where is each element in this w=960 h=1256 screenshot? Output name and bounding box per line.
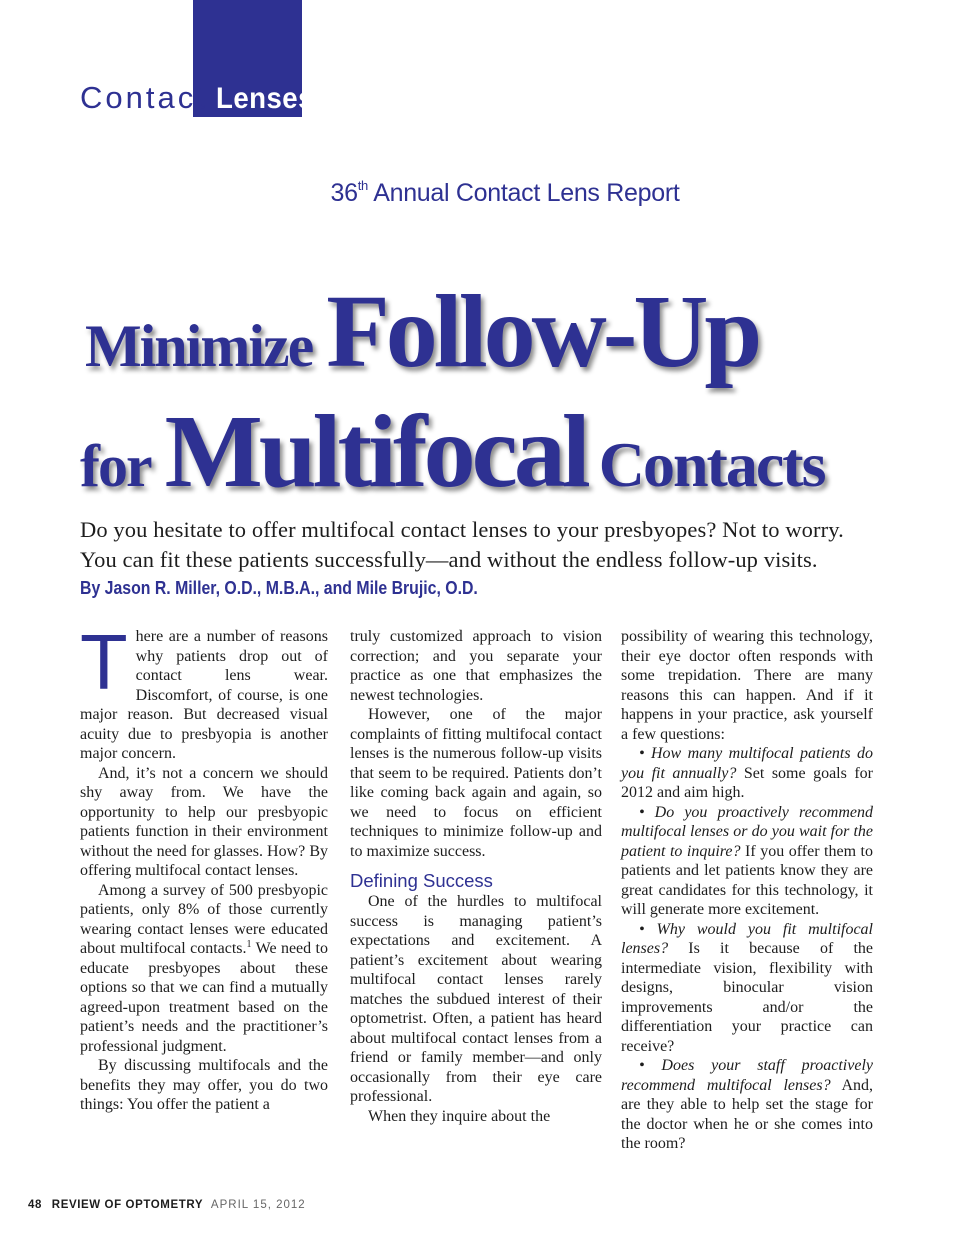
bullet-answer: And, are they able to help set the stage for the doctor when he or she comes into the room? bbox=[621, 1076, 873, 1152]
page-footer bbox=[28, 1199, 306, 1211]
bullet-item bbox=[621, 920, 873, 1057]
deck bbox=[80, 515, 940, 575]
bullet-item bbox=[621, 803, 873, 920]
paragraph-text: Among a survey of 500 presbyopic patients, only 8% of those currently wearing contact lenses were educated about multifocal contacts. bbox=[80, 881, 328, 957]
deck-line-1: Do you hesitate to offer multifocal contact lenses to your presbyopes? Not to worry. bbox=[80, 517, 844, 542]
bullet-question: • Do you proactively recommend multifocal lenses or do you wait for the patient to inquire? bbox=[621, 803, 873, 860]
article-column-3 bbox=[621, 627, 873, 1154]
paragraph-text: We need to educate presbyopes about these options so that we can find a mutually agreed-upon treatment based on the patient’s needs and the practitioner’s professional judgment. bbox=[80, 940, 329, 1055]
bullet-question: • How many multifocal patients do you fit annually? bbox=[621, 745, 873, 782]
article-column-2 bbox=[350, 627, 602, 1126]
paragraph: And, it’s not a concern we should shy away from. We have the opportunity to help our presbyopic patients function in their environment without the need for glasses. How? By offering multifocal contact lenses. bbox=[80, 764, 328, 879]
section-label-word1: Contact bbox=[80, 80, 208, 115]
headline-line-2 bbox=[80, 394, 825, 509]
article-column-1 bbox=[80, 618, 329, 1115]
paragraph: possibility of wearing this technology, their eye doctor often responds with some trepidation. There are many reasons this can happen. And if it happens in your practice, ask yourself a few questions: bbox=[621, 628, 873, 743]
report-title-text: Annual Contact Lens Report bbox=[367, 179, 680, 207]
issue-date: APRIL 15, 2012 bbox=[210, 1199, 306, 1211]
headline-word-minimize: Minimize bbox=[85, 313, 313, 379]
page-number: 48 bbox=[28, 1199, 42, 1211]
drop-cap: T bbox=[80, 618, 128, 706]
subhead: Defining Success bbox=[350, 870, 493, 891]
paragraph: However, one of the major complaints of fitting multifocal contact lenses is the numerous follow-up visits that seem to be required. Patients don’t like coming back again and again, so we need to focus on efficient techniques to minimize follow-up and to maximize success. bbox=[350, 706, 602, 860]
paragraph bbox=[80, 618, 328, 764]
reference-marker: 1 bbox=[246, 939, 252, 950]
byline: By Jason R. Miller, O.D., M.B.A., and Mile Brujic, O.D. bbox=[80, 578, 478, 598]
headline-word-for: for bbox=[80, 433, 151, 499]
headline-word-contacts: Contacts bbox=[598, 429, 825, 500]
bullet-item bbox=[621, 1056, 873, 1154]
bullet-answer: If you offer them to patients and let patients know they are great candidates for this technology, it will generate more excitement. bbox=[621, 842, 874, 918]
paragraph bbox=[80, 881, 328, 1057]
headline-word-follow-up: Follow-Up bbox=[326, 274, 759, 389]
paragraph: When they inquire about the bbox=[368, 1107, 551, 1125]
headline-line-1 bbox=[85, 274, 759, 389]
bullet-item bbox=[621, 744, 873, 803]
paragraph: truly customized approach to vision correction; and you separate your practice as one that emphasizes the newest technologies. bbox=[350, 628, 602, 704]
paragraph: By discussing multifocals and the benefits they may offer, you do two things: You offer the patient a bbox=[80, 1057, 328, 1113]
paragraph-text: here are a number of reasons why patients drop out of contact lens wear. Discomfort, of course, is one major reason. But decreased visual acuity due to presbyopia is another major concern. bbox=[80, 628, 328, 762]
bullet-answer: Set some goals for 2012 and aim high. bbox=[621, 764, 873, 801]
report-title-ordinal: th bbox=[357, 178, 368, 193]
paragraph: One of the hurdles to multifocal success is managing patient’s expectations and excitement. A patient’s excitement about wearing multifocal contact lenses rarely matches the subdued interest of their optometrist. Often, a patient has heard about multifocal contact lenses from a friend or family member—and only occasionally from their eye care professional. bbox=[350, 893, 602, 1105]
bullet-question: • Does your staff proactively recommend multifocal lenses? bbox=[621, 1057, 873, 1094]
deck-line-2: You can fit these patients successfully—and without the endless follow-up visits. bbox=[80, 547, 818, 572]
section-label bbox=[80, 80, 322, 120]
headline-word-multifocal: Multifocal bbox=[164, 394, 587, 509]
report-title bbox=[0, 178, 960, 208]
bullet-question: • Why would you fit multifocal lenses? bbox=[621, 920, 873, 957]
report-title-number: 36 bbox=[330, 179, 358, 207]
bullet-answer: Is it because of the intermediate vision, flexibility with designs, binocular vision improvements and/or the differentiation your practice can receive? bbox=[621, 940, 873, 1055]
publication-name: REVIEW OF OPTOMETRY bbox=[51, 1199, 204, 1211]
section-label-word2: Lenses bbox=[215, 82, 314, 115]
